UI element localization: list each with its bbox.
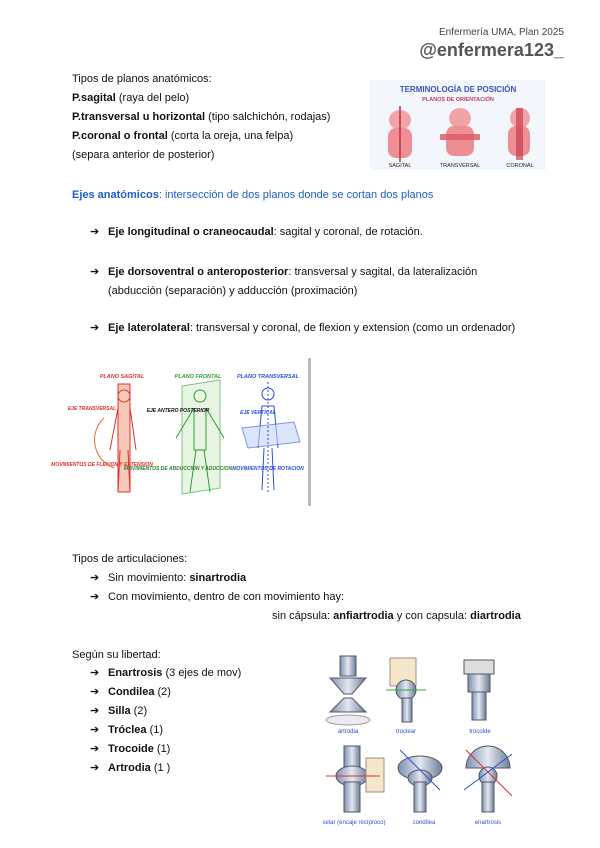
articulation-item-con-label: Con movimiento, dentro de con movimiento hay: [108, 591, 345, 603]
transversal-figure [242, 382, 300, 492]
arrow-icon: ➔ [90, 572, 100, 584]
artrodia-joint [326, 656, 370, 725]
planes-intro: Tipos de planos anatómicos: [72, 73, 212, 85]
plane-sagital-term: P.sagital [72, 92, 116, 104]
freedom-desc: (2) [154, 686, 171, 698]
arrow-icon: ➔ [90, 743, 100, 755]
sagital-fig-label: SAGITAL [388, 163, 412, 169]
freedom-term: Artrodia [108, 762, 151, 774]
axis-item-longitudinal [90, 224, 423, 241]
axis-desc: : sagital y coronal, de rotación. [273, 226, 423, 238]
axes-figure [51, 358, 311, 506]
freedom-item [90, 703, 241, 722]
articulations-intro: Tipos de articulaciones: [72, 553, 188, 565]
axis-term: Eje longitudinal o craneocaudal [108, 226, 274, 238]
capsule-pre: sin cápsula: [272, 610, 334, 622]
plane-coronal-note: (separa anterior de posterior) [72, 149, 215, 161]
arrow-icon: ➔ [90, 686, 100, 698]
freedom-item [90, 741, 241, 760]
movement-flexion-label: MOVIMIENTOS DE FLEXION Y EXTENSION [51, 462, 153, 468]
freedom-term: Condilea [108, 686, 155, 698]
axis-term: Eje dorsoventral o anteroposterior [108, 266, 289, 278]
capsule-mid: y con capsula: [393, 610, 471, 622]
transversal-body-illustration [440, 108, 480, 156]
freedom-term: Tróclea [108, 724, 147, 736]
freedom-item [90, 760, 241, 779]
arrow-icon: ➔ [90, 762, 100, 774]
axes-heading-term: Ejes anatómicos [72, 189, 159, 201]
artrodia-label: artrodia [337, 729, 359, 735]
freedom-item [90, 665, 241, 684]
freedom-item [90, 684, 241, 703]
condilea-joint [398, 750, 442, 812]
axis-desc: : transversal y sagital, da lateralización [288, 266, 478, 278]
planes-figure [370, 80, 546, 170]
freedom-desc: (1) [146, 724, 164, 736]
plane-frontal-label: PLANO FRONTAL [174, 374, 222, 380]
arrow-icon: ➔ [90, 724, 100, 736]
enartrosis-joint [464, 746, 512, 812]
trocoide-joint [464, 660, 494, 720]
freedom-desc: (1 ) [150, 762, 171, 774]
troclear-joint [386, 658, 426, 722]
author-handle: @enfermera123_ [419, 40, 564, 60]
axis-desc: : transversal y coronal, de flexion y extension (como un ordenador) [189, 322, 516, 334]
course-label: Enfermería UMA, Plan 2025 [438, 27, 564, 38]
axis-item-dorsoventral [90, 264, 477, 281]
axes-heading-desc: : intersección de dos planos donde se cortan dos planos [158, 189, 434, 201]
freedom-intro: Según su libertad: [72, 649, 161, 661]
coronal-fig-label: CORONAL [506, 163, 534, 169]
sagital-body-illustration [388, 106, 412, 162]
plane-transversal-desc: (tipo salchichón, rodajas) [205, 111, 331, 123]
plane-transversal [72, 109, 330, 126]
freedom-desc: (1) [153, 743, 171, 755]
arrow-icon: ➔ [90, 266, 100, 278]
plane-transversal-term: P.transversal u horizontal [72, 111, 206, 123]
plane-coronal-desc: (corta la oreja, una felpa) [167, 130, 294, 142]
articulation-item-sin-label: Sin movimiento: [108, 572, 190, 584]
axis-term: Eje laterolateral [108, 322, 190, 334]
plane-transversal-label: PLANO TRANSVERSAL [236, 374, 300, 380]
freedom-desc: (2) [130, 705, 148, 717]
plane-coronal-term: P.coronal o frontal [72, 130, 168, 142]
movement-rotation-label: MOVIMIENTOS DE ROTACION [232, 466, 304, 472]
transversal-fig-label: TRANSVERSAL [439, 163, 481, 169]
movement-abduction-label: MOVIMIENTOS DE ABDUCCION Y ADUCCION [123, 466, 233, 472]
enartrosis-label: enartrosis [474, 820, 502, 826]
freedom-list [90, 665, 241, 779]
capsule-term-2: diartrodia [470, 610, 521, 622]
arrow-icon: ➔ [90, 322, 100, 334]
articulation-item-con [90, 589, 344, 606]
plane-sagital-desc: (raya del pelo) [115, 92, 190, 104]
selar-joint [326, 746, 384, 812]
arrow-icon: ➔ [90, 226, 100, 238]
trocoide-label: trocoide [469, 729, 491, 735]
axes-heading [72, 187, 433, 204]
condilea-label: condílea [412, 820, 436, 826]
capsule-term-1: anfiartrodia [333, 610, 394, 622]
freedom-item [90, 722, 241, 741]
sagital-figure [95, 384, 136, 492]
freedom-desc: (3 ejes de mov) [162, 667, 242, 679]
joints-figure [316, 650, 522, 830]
plane-coronal [72, 128, 293, 145]
articulation-capsule-line [272, 608, 521, 625]
plane-sagital [72, 90, 189, 107]
axis-item-dorsoventral-cont: (abducción (separación) y adducción (proximación) [108, 285, 358, 297]
arrow-icon: ➔ [90, 667, 100, 679]
troclear-label: troclear [395, 729, 417, 735]
freedom-term: Enartrosis [108, 667, 163, 679]
selar-label: selar (encaje recíproco) [322, 820, 386, 826]
articulation-item-sin-term: sinartrodia [189, 572, 247, 584]
articulation-item-sin [90, 570, 246, 587]
freedom-term: Trocoide [108, 743, 154, 755]
arrow-icon: ➔ [90, 591, 100, 603]
axis-transversal-label: EJE TRANSVERSAL [67, 406, 117, 412]
axis-vertical-label: EJE VERTICAL [240, 410, 276, 416]
frontal-figure [176, 380, 224, 494]
planes-figure-subtitle: PLANOS DE ORIENTACIÓN [422, 97, 494, 103]
planes-figure-title: TERMINOLOGÍA DE POSICIÓN [399, 85, 517, 94]
freedom-term: Silla [108, 705, 131, 717]
axis-anteroposterior-label: EJE ANTERO POSTERIOR [146, 408, 210, 414]
arrow-icon: ➔ [90, 705, 100, 717]
plane-sagital-label: PLANO SAGITAL [99, 374, 145, 380]
axis-item-laterolateral [90, 320, 515, 337]
coronal-body-illustration [508, 108, 530, 160]
